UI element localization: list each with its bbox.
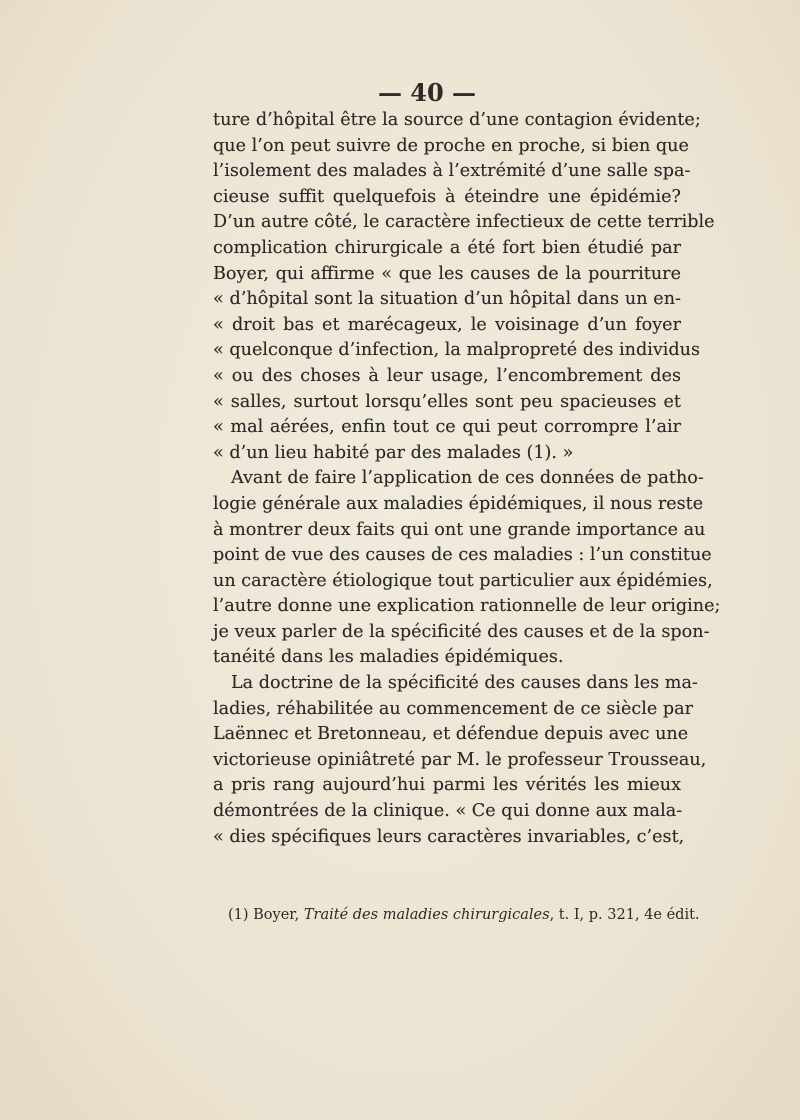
text-line: « ou des choses à leur usage, l’encombrement des [213, 365, 681, 386]
text-line: « quelconque d’infection, la malpropreté des individus [213, 340, 701, 361]
text-line: « droit bas et marécageux, le voisinage d’un foyer [213, 314, 681, 335]
text-line: « d’un lieu habité par des malades (1). » [213, 442, 574, 463]
text-line: Laënnec et Bretonneau, et défendue depuis avec une [213, 724, 689, 745]
text-line: Avant de faire l’application de ces données de patho- [231, 468, 704, 489]
text-line: l’isolement des malades à l’extrémité d’une salle spa- [213, 161, 691, 182]
footnote [228, 905, 700, 925]
text-line: à montrer deux faits qui ont une grande importance au [213, 519, 706, 540]
text-line: « mal aérées, enfin tout ce qui peut corrompre l’air [213, 417, 681, 438]
footnote-marker: (1) Boyer, [228, 907, 304, 923]
text-line: a pris rang aujourd’hui parmi les vérités les mieux [213, 775, 681, 796]
text-line: La doctrine de la spécificité des causes dans les ma- [231, 673, 698, 694]
body-text [213, 108, 721, 850]
text-line: je veux parler de la spécificité des causes et de la spon- [213, 621, 710, 642]
text-line: complication chirurgicale a été fort bien étudié par [213, 237, 681, 258]
text-line: Boyer, qui affirme « que les causes de la pourriture [213, 263, 681, 284]
text-line: l’autre donne une explication rationnelle de leur origine; [213, 596, 721, 617]
text-line: cieuse suffit quelquefois à éteindre une épidémie? [213, 186, 681, 207]
text-line: « dies spécifiques leurs caractères invariables, c’est, [213, 826, 685, 847]
text-line: ladies, réhabilitée au commencement de ce siècle par [213, 698, 694, 719]
text-line: D’un autre côté, le caractère infectieux de cette terrible [213, 212, 715, 233]
text-line: « salles, surtout lorsqu’elles sont peu spacieuses et [213, 391, 681, 412]
footnote-title: Traité des maladies chirurgicales [303, 907, 550, 923]
text-line: point de vue des causes de ces maladies : l’un constitue [213, 545, 712, 566]
text-line: « d’hôpital sont la situation d’un hôpital dans un en- [213, 289, 681, 310]
text-line: un caractère étiologique tout particulier aux épidémies, [213, 570, 713, 591]
text-line: que l’on peut suivre de proche en proche, si bien que [213, 135, 689, 156]
text-line: ture d’hôpital être la source d’une contagion évidente; [213, 110, 701, 130]
text-line: tanéité dans les maladies épidémiques. [213, 647, 564, 668]
page-number: — 40 — [377, 78, 477, 107]
footnote-reference: , t. I, p. 321, 4e édit. [549, 907, 700, 923]
text-line: logie générale aux maladies épidémiques, il nous reste [213, 493, 704, 514]
text-line: démontrées de la clinique. « Ce qui donne aux mala- [213, 801, 683, 822]
text-line: victorieuse opiniâtreté par M. le professeur Trousseau, [213, 749, 707, 770]
